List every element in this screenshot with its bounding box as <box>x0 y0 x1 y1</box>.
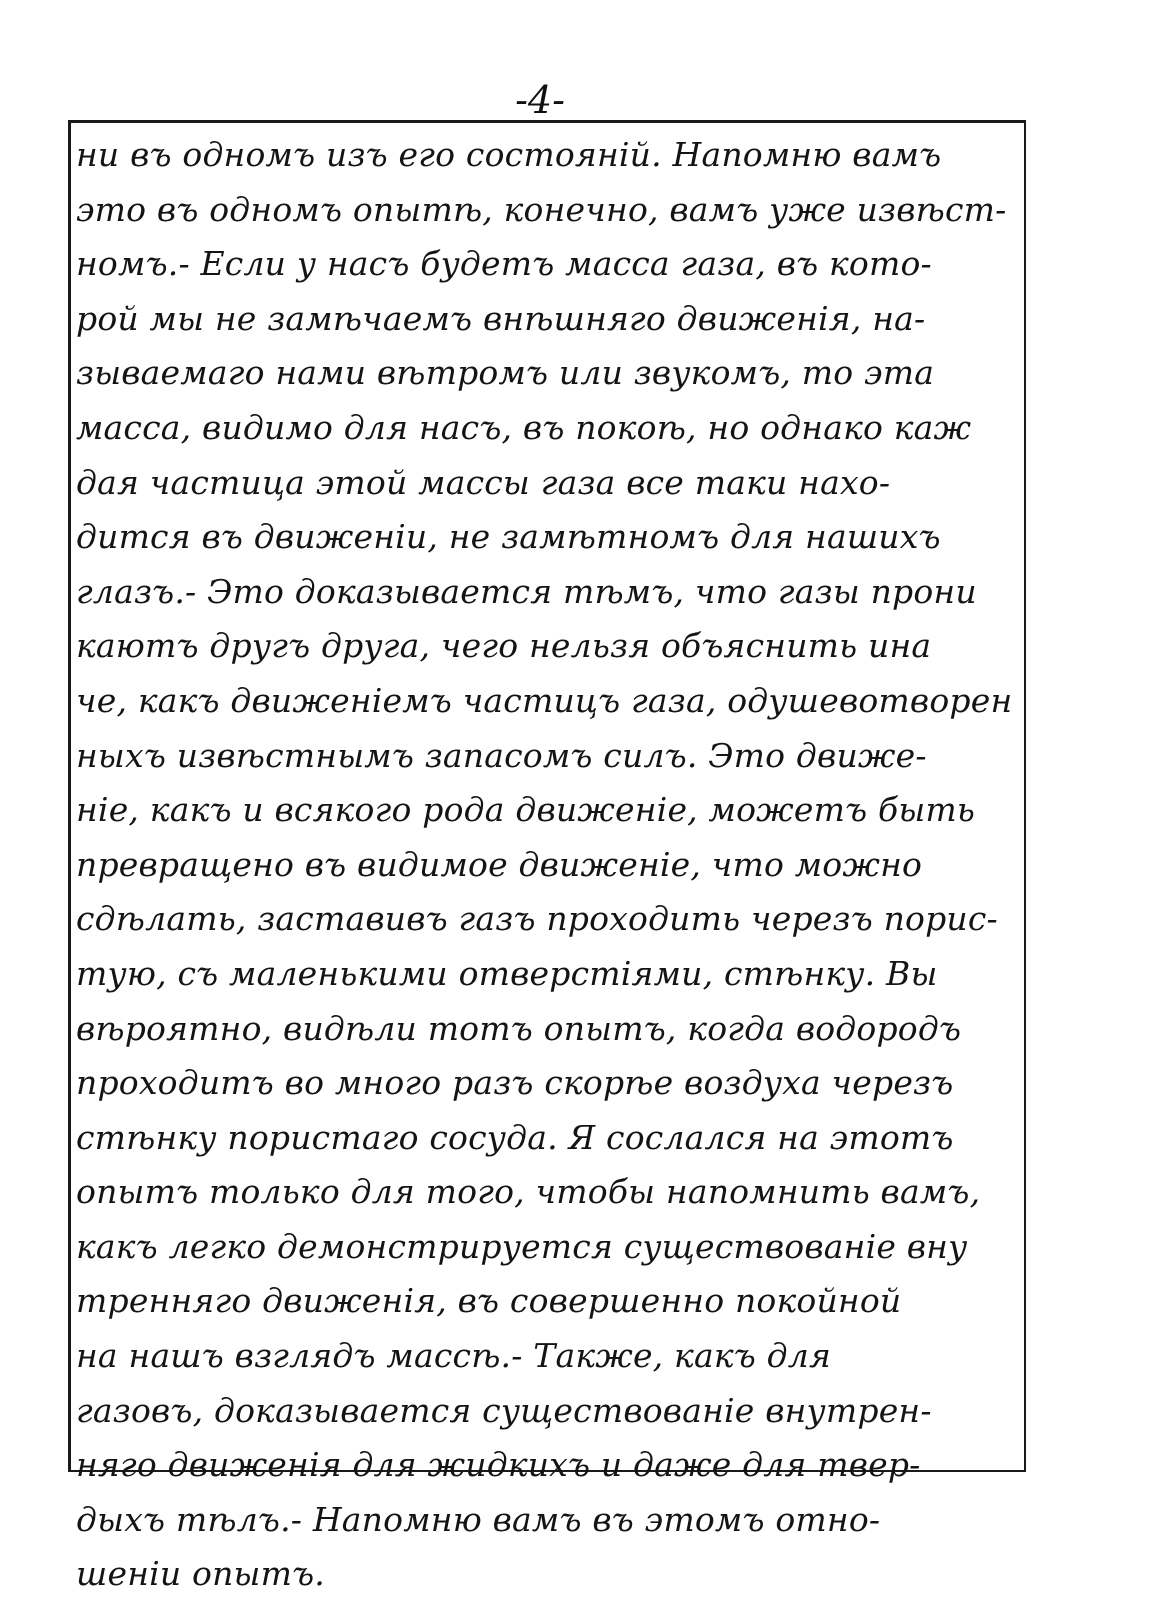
text-line: че, какъ движеніемъ частицъ газа, одушевотворен <box>76 680 1013 720</box>
text-line: превращено въ видимое движеніе, что можно <box>76 844 923 884</box>
text-line: рой мы не замѣчаемъ внѣшняго движенія, на- <box>76 298 926 338</box>
text-line: сдѣлать, заставивъ газъ проходить черезъ порис- <box>76 899 998 939</box>
text-line: зываемаго нами вѣтромъ или звукомъ, то эта <box>76 353 935 393</box>
text-line: на нашъ взглядъ массѣ.- Также, какъ для <box>76 1336 832 1376</box>
text-line: ніе, какъ и всякого рода движеніе, можетъ быть <box>76 790 976 830</box>
text-line: вѣроятно, видѣли тотъ опытъ, когда водородъ <box>76 1008 962 1048</box>
text-line: шеніи опытъ. <box>76 1554 325 1594</box>
text-line: ныхъ извѣстнымъ запасомъ силъ. Это движе- <box>76 735 927 775</box>
text-line: няго движенія для жидкихъ и даже для твер- <box>76 1445 921 1485</box>
text-line: это въ одномъ опытѣ, конечно, вамъ уже извѣст- <box>76 189 1007 229</box>
handwritten-text-block <box>76 128 1020 1602</box>
page-number: -4- <box>515 78 565 122</box>
text-line: ни въ одномъ изъ его состояній. Напомню вамъ <box>76 135 942 174</box>
text-line: каютъ другъ друга, чего нельзя объяснить ина <box>76 626 932 666</box>
text-line: тренняго движенія, въ совершенно покойной <box>76 1281 902 1321</box>
text-line: какъ легко демонстрируется существованіе вну <box>76 1226 968 1266</box>
text-line: проходитъ во много разъ скорѣе воздуха черезъ <box>76 1063 954 1103</box>
text-line: дится въ движеніи, не замѣтномъ для нашихъ <box>76 517 941 557</box>
text-line: дыхъ тѣлъ.- Напомню вамъ въ этомъ отно- <box>76 1499 881 1539</box>
text-line: стѣнку пористаго сосуда. Я сослался на этотъ <box>76 1117 954 1157</box>
text-line: дая частица этой массы газа все таки нахо- <box>76 462 891 502</box>
text-line: опытъ только для того, чтобы напомнить вамъ, <box>76 1172 981 1212</box>
text-line: тую, съ маленькими отверстіями, стѣнку. Вы <box>76 953 938 993</box>
text-line: масса, видимо для насъ, въ покоѣ, но однако каж <box>76 407 972 447</box>
text-line: газовъ, доказывается существованіе внутрен- <box>76 1390 932 1430</box>
text-line: глазъ.- Это доказывается тѣмъ, что газы прони <box>76 571 977 611</box>
text-line: номъ.- Если у насъ будетъ масса газа, въ кото- <box>76 244 932 284</box>
